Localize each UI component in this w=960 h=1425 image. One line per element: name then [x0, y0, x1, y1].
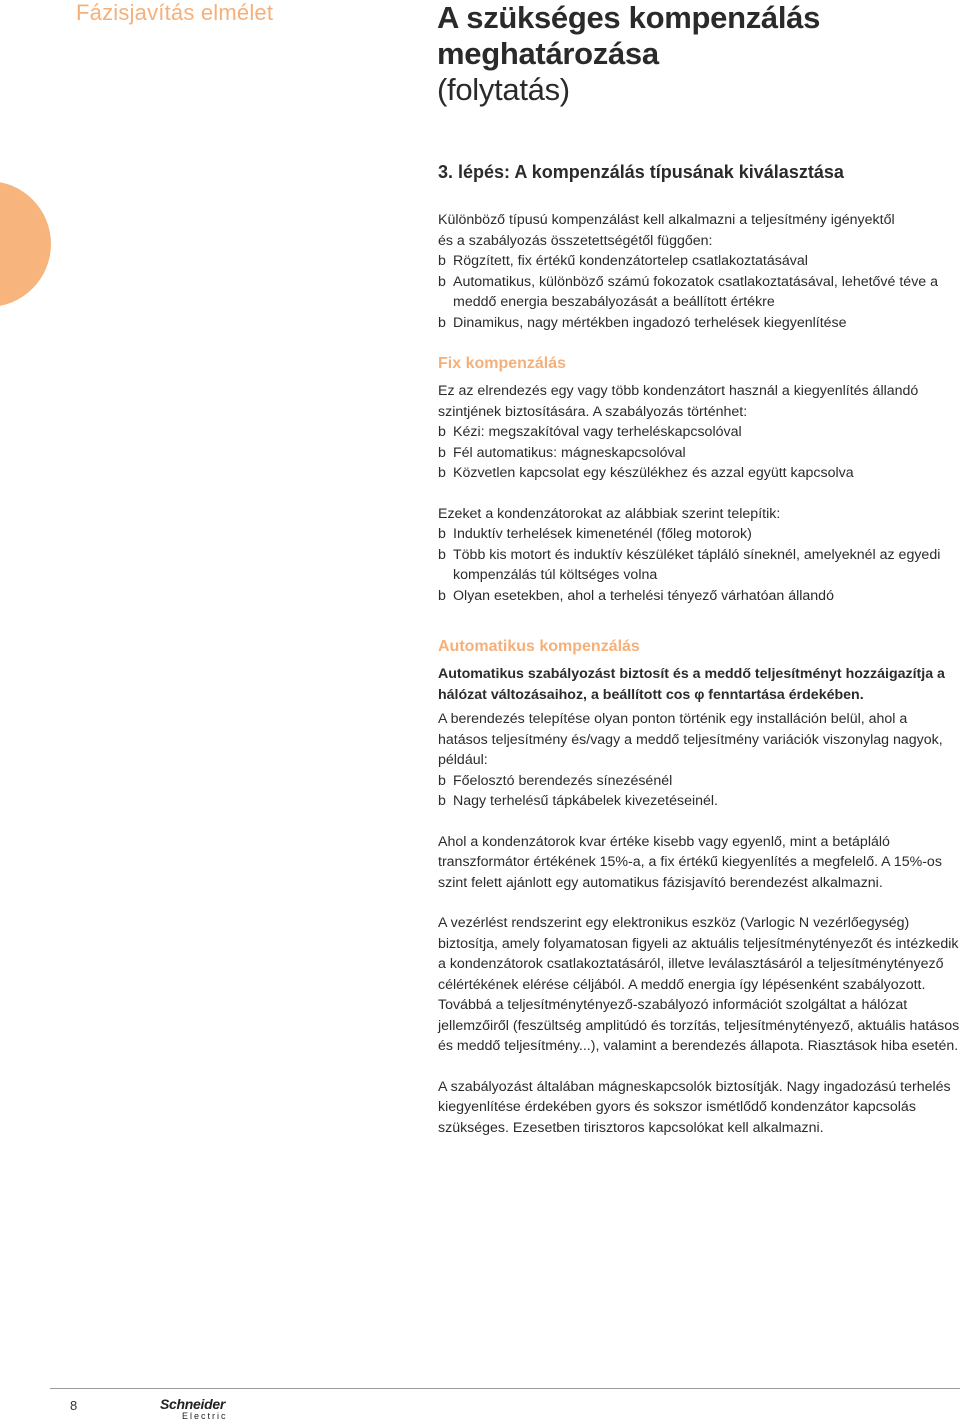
auto-paragraph-3: A vezérlést rendszerint egy elektronikus eszköz (Varlogic N vezérlőegység) biztosítja, amely folyamatosan figyeli az aktuális teljesítménytényezőt és intézkedik a kondenzátorok csatlakoztatásáról, illetve leválasztásáról a teljesítménytényező célértékének elérése céljából. A meddő energia így lépésenként szabályozott. Továbbá a teljesítménytényező-szabályozó információt szolgáltat a hálózat jellemzőiről (feszültség amplitúdó és torzítás, teljesítménytényező, aktuális hatásos és meddő teljesítmény...), valamint a berendezés állapota. Riasztások hiba esetén. — [438, 915, 960, 1054]
bullet-marker: b — [438, 526, 446, 542]
intro-line-1: Különböző típusú kompenzálást kell alkalmazni a teljesítmény igényektől — [438, 212, 895, 228]
list-item — [438, 791, 960, 812]
fix-paragraph-2: Ezeket a kondenzátorokat az alábbiak szerint telepítik: — [438, 505, 781, 522]
main-content — [438, 160, 960, 1138]
list-item-text: Induktív terhelések kimeneténél (főleg motorok) — [453, 526, 752, 542]
page-number: 8 — [70, 1398, 78, 1413]
auto-paragraph-2: Ahol a kondenzátorok kvar értéke kisebb vagy egyenlő, mint a betápláló transzformátor értékének 15%-a, a fix értékű kiegyenlítés a megfelelő. A 15%-os szint felett ajánlott egy automatikus fázisjavító berendezést alkalmazni. — [438, 833, 942, 891]
list-item — [438, 771, 960, 792]
list-item-text: Közvetlen kapcsolat egy készülékhez és azzal együtt kapcsolva — [453, 465, 854, 481]
bullet-marker: b — [438, 772, 446, 789]
bullet-marker: b — [438, 253, 446, 269]
auto-heading: Automatikus kompenzálás — [438, 638, 640, 655]
auto-paragraph-1: A berendezés telepítése olyan ponton történik egy installáción belül, ahol a hatásos teljesítmény és/vagy a meddő teljesítmény variációk viszonylag nagyok, például: — [438, 711, 943, 768]
list-item-text: Fél automatikus: mágneskapcsolóval — [453, 444, 686, 461]
logo-text-bottom: Electric — [182, 1411, 228, 1421]
section-label: Fázisjavítás elmélet — [76, 0, 274, 25]
list-item-text: Főelosztó berendezés sínezésénél — [453, 772, 673, 789]
footer-divider — [50, 1388, 960, 1389]
bullet-marker: b — [438, 587, 446, 604]
list-item — [438, 545, 960, 586]
list-item — [438, 272, 960, 313]
list-item — [438, 524, 960, 545]
decorative-circle — [0, 181, 51, 307]
intro-line-2: és a szabályozás összetettségétől függően: — [438, 232, 713, 249]
list-item-text: Nagy terhelésű tápkábelek kivezetéseinél. — [453, 793, 718, 809]
list-item-text: Kézi: megszakítóval vagy terheléskapcsolóval — [453, 424, 742, 440]
list-item — [438, 443, 960, 464]
auto-bold-paragraph: Automatikus szabályozást biztosít és a meddő teljesítményt hozzáigazítja a hálózat változásaihoz, a beállított cos φ fenntartása érdekében. — [438, 666, 945, 703]
list-item-text: Olyan esetekben, ahol a terhelési tényező várhatóan állandó — [453, 587, 834, 604]
title-line-2: meghatározása — [437, 36, 659, 71]
list-item-text: Automatikus, különböző számú fokozatok csatlakoztatásával, lehetővé téve a meddő energia beszabályozását a beállított értékre — [453, 273, 939, 310]
auto-paragraph-4: A szabályozást általában mágneskapcsolók biztosítják. Nagy ingadozású terhelés kiegyenlítése érdekében gyors és sokszor ismétlődő kondenzátor kapcsolás szükséges. Ezesetben tirisztoros kapcsolókat kell alkalmazni. — [438, 1078, 951, 1136]
step-heading: 3. lépés: A kompenzálás típusának kiválasztása — [438, 162, 844, 182]
fix-paragraph-1: Ez az elrendezés egy vagy több kondenzátort használ a kiegyenlítés állandó szintjének biztosítására. A szabályozás történhet: — [438, 383, 919, 420]
logo-text-top: Schneider — [160, 1396, 225, 1412]
page-title — [437, 0, 937, 108]
title-subtitle: (folytatás) — [437, 72, 570, 107]
title-line-1: A szükséges kompenzálás — [437, 0, 821, 35]
list-item-text: Rögzített, fix értékű kondenzátortelep csatlakoztatásával — [453, 253, 808, 269]
bullet-marker: b — [438, 314, 446, 331]
list-item — [438, 463, 960, 484]
schneider-logo — [160, 1397, 240, 1423]
list-item — [438, 313, 960, 334]
list-item — [438, 251, 960, 272]
bullet-marker: b — [438, 273, 446, 290]
bullet-marker: b — [438, 546, 446, 563]
list-item-text: Dinamikus, nagy mértékben ingadozó terhelések kiegyenlítése — [453, 314, 847, 331]
bullet-marker: b — [438, 444, 446, 461]
list-item — [438, 422, 960, 443]
list-item-text: Több kis motort és induktív készüléket tápláló síneknél, amelyeknél az egyedi kompenzálás túl költséges volna — [453, 546, 941, 583]
bullet-marker: b — [438, 424, 446, 440]
bullet-marker: b — [438, 793, 446, 809]
list-item — [438, 586, 960, 607]
bullet-marker: b — [438, 465, 446, 481]
fix-heading: Fix kompenzálás — [438, 355, 567, 372]
